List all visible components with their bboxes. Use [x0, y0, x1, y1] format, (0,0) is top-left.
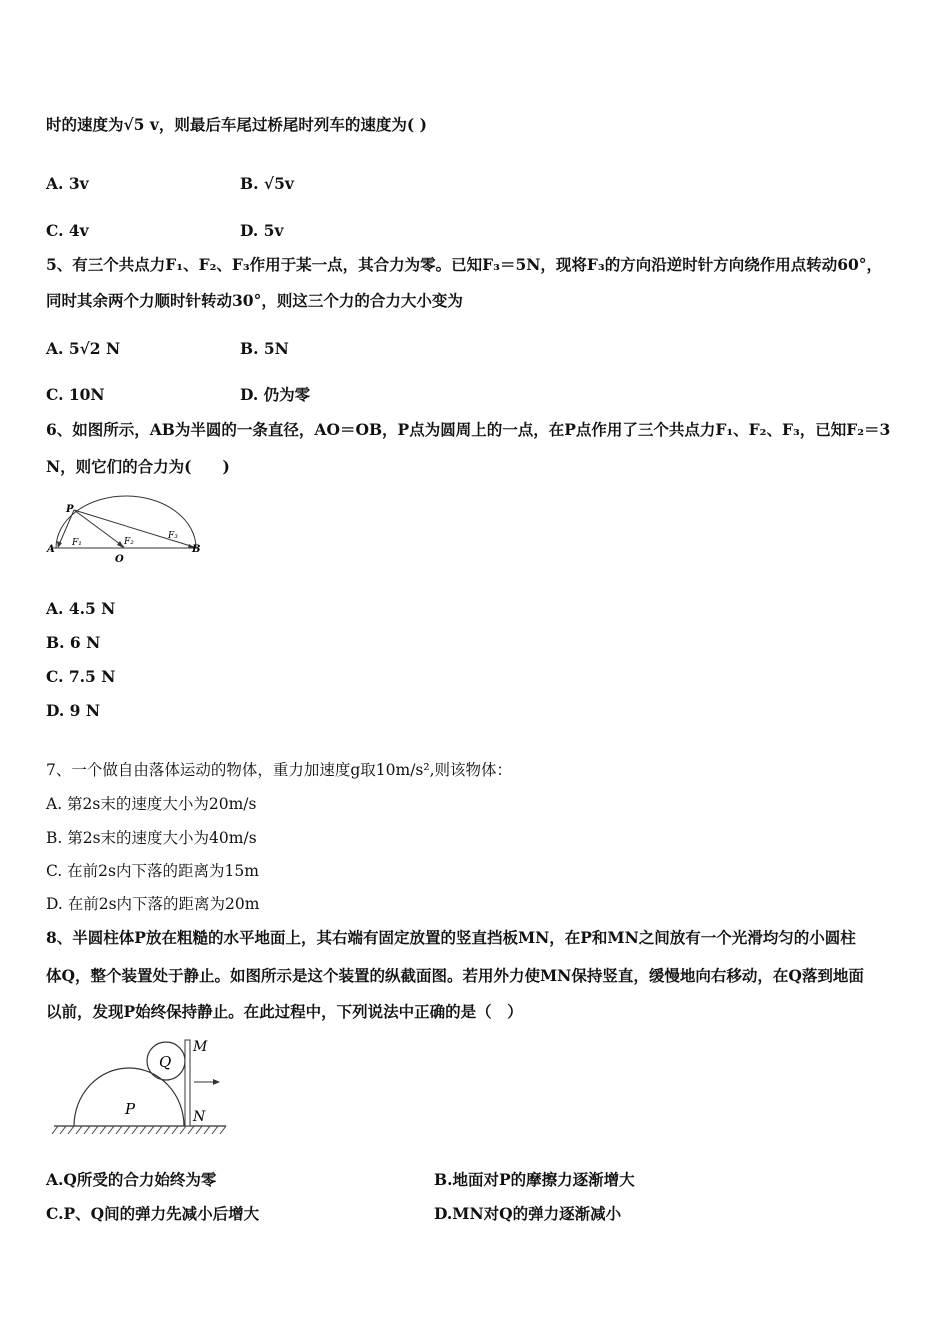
q8-stem-line1: 8、半圆柱体P放在粗糙的水平地面上，其右端有固定放置的竖直挡板MN，在P和MN之间放有一个光滑均匀的小圆柱 [46, 928, 856, 947]
q5-option-d: D. 仍为零 [240, 385, 311, 404]
q8-stem-line3: 以前，发现P始终保持静止。在此过程中，下列说法中正确的是（ ） [46, 1002, 523, 1021]
q8-option-d: D.MN对Q的弹力逐渐减小 [434, 1204, 622, 1223]
q6-option-a: A. 4.5 N [46, 599, 116, 618]
q8-label-q: Q [159, 1053, 172, 1071]
q6-option-b: B. 6 N [46, 633, 101, 652]
q4-stem: 时的速度为√5 v，则最后车尾过桥尾时列车的速度为( ) [46, 115, 427, 134]
q5-option-a: A. 5√2 N [46, 339, 121, 358]
q6-option-c: C. 7.5 N [46, 667, 116, 686]
q6-stem-line2: N，则它们的合力为( ) [46, 457, 230, 476]
q5-stem-line2: 同时其余两个力顺时针转动30°，则这三个力的合力大小变为 [46, 291, 463, 310]
q8-label-p: P [125, 1100, 136, 1118]
q8-move-arrow-head [213, 1079, 220, 1085]
q8-stem-line2: 体Q，整个装置处于静止。如图所示是这个装置的纵截面图。若用外力使MN保持竖直，缓慢地向右移动，在Q落到地面 [46, 966, 864, 985]
q8-ground-hatching [52, 1126, 226, 1134]
q8-cylinder-figure [50, 1034, 232, 1140]
q6-label-o: O [115, 554, 124, 565]
q6-label-b: B [192, 544, 201, 555]
q6-label-a: A [47, 544, 55, 555]
q8-option-c: C.P、Q间的弹力先减小后增大 [46, 1204, 260, 1223]
q6-label-f1: F₁ [72, 538, 82, 548]
q5-option-b: B. 5N [240, 339, 289, 358]
q5-stem-line1: 5、有三个共点力F₁、F₂、F₃作用于某一点，其合力为零。已知F₃＝5N，现将F₃的方向沿逆时针方向绕作用点转动60°， [46, 255, 883, 274]
q4-option-a: A. 3v [46, 174, 89, 193]
q6-force-f3 [74, 510, 194, 547]
q8-board-mn [185, 1040, 190, 1126]
q6-label-p: P [66, 504, 74, 515]
q6-label-f2: F₂ [124, 537, 134, 547]
q7-option-d: D. 在前2s内下落的距离为20m [46, 895, 260, 913]
q4-option-b: B. √5v [240, 174, 294, 193]
q8-option-b: B.地面对P的摩擦力逐渐增大 [434, 1170, 635, 1189]
q7-option-c: C. 在前2s内下落的距离为15m [46, 862, 259, 880]
q8-label-m: M [193, 1039, 208, 1055]
q8-label-n: N [193, 1109, 206, 1125]
q4-option-d: D. 5v [240, 221, 284, 240]
q6-option-d: D. 9 N [46, 701, 101, 720]
q7-stem: 7、一个做自由落体运动的物体，重力加速度g取10m/s²,则该物体： [46, 761, 513, 779]
q6-semicircle-figure [44, 486, 214, 568]
q4-option-c: C. 4v [46, 221, 89, 240]
q6-label-f3: F₃ [168, 531, 178, 541]
q8-option-a: A.Q所受的合力始终为零 [46, 1170, 217, 1189]
q6-stem-line1: 6、如图所示，AB为半圆的一条直径，AO＝OB，P点为圆周上的一点，在P点作用了三个共点力F₁、F₂、F₃，已知F₂＝3 [46, 420, 891, 439]
q7-option-a: A. 第2s末的速度大小为20m/s [46, 795, 257, 813]
q5-option-c: C. 10N [46, 385, 105, 404]
q7-option-b: B. 第2s末的速度大小为40m/s [46, 829, 257, 847]
q6-arrowhead-f1 [57, 541, 62, 548]
